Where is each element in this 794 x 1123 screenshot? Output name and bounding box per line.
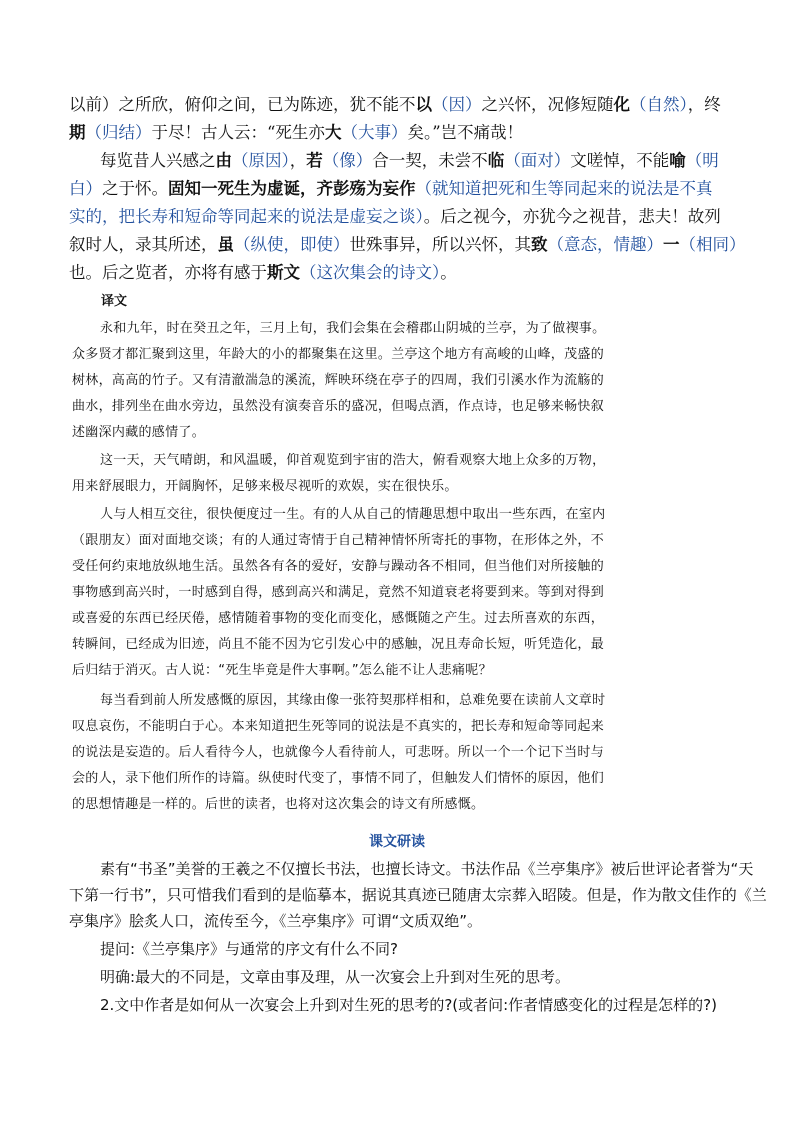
translation-line: 受任何约束地放纵地生活。虽然各有各的爱好，安静与躁动各不相同，但当他们对所接触的 xyxy=(72,559,605,574)
study-answer: 明确:最大的不同是，文章由事及理，从一次宴会上升到对生死的思考。 xyxy=(100,968,571,986)
translation-line: 永和九年，时在癸丑之年，三月上旬，我们会集在会稽郡山阴城的兰亭，为了做禊事。 xyxy=(100,321,606,336)
original-line: 期（归结）于尽！古人云：“死生亦大（大事）矣。”岂不痛哉！ xyxy=(69,123,524,142)
original-line: 白）之于怀。固知一死生为虚诞，齐彭殇为妄作（就知道把死和生等同起来的说法是不真 xyxy=(69,179,713,198)
original-line: 叙时人，录其所述，虽（纵使，即使）世殊事异，所以兴怀，其致（意态，情趣）一（相同） xyxy=(69,235,746,254)
translation-line: 的思想情趣是一样的。后世的读者，也将对这次集会的诗文有所感慨。 xyxy=(72,797,485,812)
translation-line: 或喜爱的东西已经厌倦，感情随着事物的变化而变化，感慨随之产生。过去所喜欢的东西， xyxy=(72,611,605,626)
translation-line: 的说法是妄造的。后人看待今人，也就像今人看待前人，可悲呀。所以一个一个记下当时与 xyxy=(72,745,605,760)
translation-line: 曲水，排列坐在曲水旁边，虽然没有演奏音乐的盛况，但喝点酒，作点诗，也足够来畅快叙 xyxy=(72,399,605,414)
original-line: 实的，把长寿和短命等同起来的说法是虚妄之谈）。后之视今，亦犹今之视昔，悲夫！故列 xyxy=(69,207,721,226)
translation-line: 后归结于消灭。古人说：“死生毕竟是件大事啊。”怎么能不让人悲痛呢？ xyxy=(72,663,492,678)
translation-line: 会的人，录下他们所作的诗篇。纵使时代变了，事情不同了，但触发人们情怀的原因，他们 xyxy=(72,771,605,786)
translation-line: 事物感到高兴时，一时感到自得，感到高兴和满足，竟然不知道衰老将要到来。等到对得到 xyxy=(72,585,605,600)
study-question: 提问:《兰亭集序》与通常的序文有什么不同? xyxy=(100,940,399,958)
translation-line: 叹息哀伤，不能明白于心。本来知道把生死等同的说法是不真实的，把长寿和短命等同起来 xyxy=(72,719,605,734)
study-line: 下第一行书”，只可惜我们看到的是临摹本，据说其真迹已随唐太宗葬入昭陵。但是，作为散文佳作的《兰 xyxy=(69,886,767,904)
section-title: 课文研读 xyxy=(369,834,425,850)
study-line: 素有“书圣”美誉的王羲之不仅擅长书法，也擅长诗文。书法作品《兰亭集序》被后世评论者誉为“天 xyxy=(100,860,754,878)
translation-heading: 译文 xyxy=(101,294,128,309)
study-line: 亭集序》脍炙人口，流传至今，《兰亭集序》可谓“文质双绝”。 xyxy=(69,912,483,930)
translation-line: 用来舒展眼力，开阔胸怀，足够来极尽视听的欢娱，实在很快乐。 xyxy=(72,479,458,494)
study-question: 2.文中作者是如何从一次宴会上升到对生死的思考的?(或者问:作者情感变化的过程是怎样的?) xyxy=(100,996,717,1014)
translation-line: 每当看到前人所发感慨的原因，其缘由像一张符契那样相和，总难免要在读前人文章时 xyxy=(100,693,606,708)
original-line: 以前）之所欣，俯仰之间，已为陈迹，犹不能不以（因）之兴怀，况修短随化（自然），终 xyxy=(69,95,721,114)
translation-line: 树林，高高的竹子。又有清澈湍急的溪流，辉映环绕在亭子的四周，我们引溪水作为流觞的 xyxy=(72,373,605,388)
translation-line: 这一天，天气晴朗，和风温暖，仰首观览到宇宙的浩大，俯看观察大地上众多的万物， xyxy=(100,453,606,468)
translation-line: 述幽深内藏的感情了。 xyxy=(72,425,206,440)
translation-line: 转瞬间，已经成为旧迹，尚且不能不因为它引发心中的感触，况且寿命长短，听凭造化，最 xyxy=(72,637,605,652)
translation-line: 众多贤才都汇聚到这里，年龄大的小的都聚集在这里。兰亭这个地方有高峻的山峰，茂盛的 xyxy=(72,347,605,362)
original-line: 也。后之览者，亦将有感于斯文（这次集会的诗文）。 xyxy=(69,263,457,282)
original-line: 每览昔人兴感之由（原因），若（像）合一契，未尝不临（面对）文嗟悼，不能喻（明 xyxy=(100,151,719,170)
translation-line: （跟朋友）面对面地交谈；有的人通过寄情于自己精神情怀所寄托的事物，在形体之外，不 xyxy=(72,533,605,548)
translation-line: 人与人相互交往，很快便度过一生。有的人从自己的情趣思想中取出一些东西，在室内 xyxy=(100,507,606,522)
